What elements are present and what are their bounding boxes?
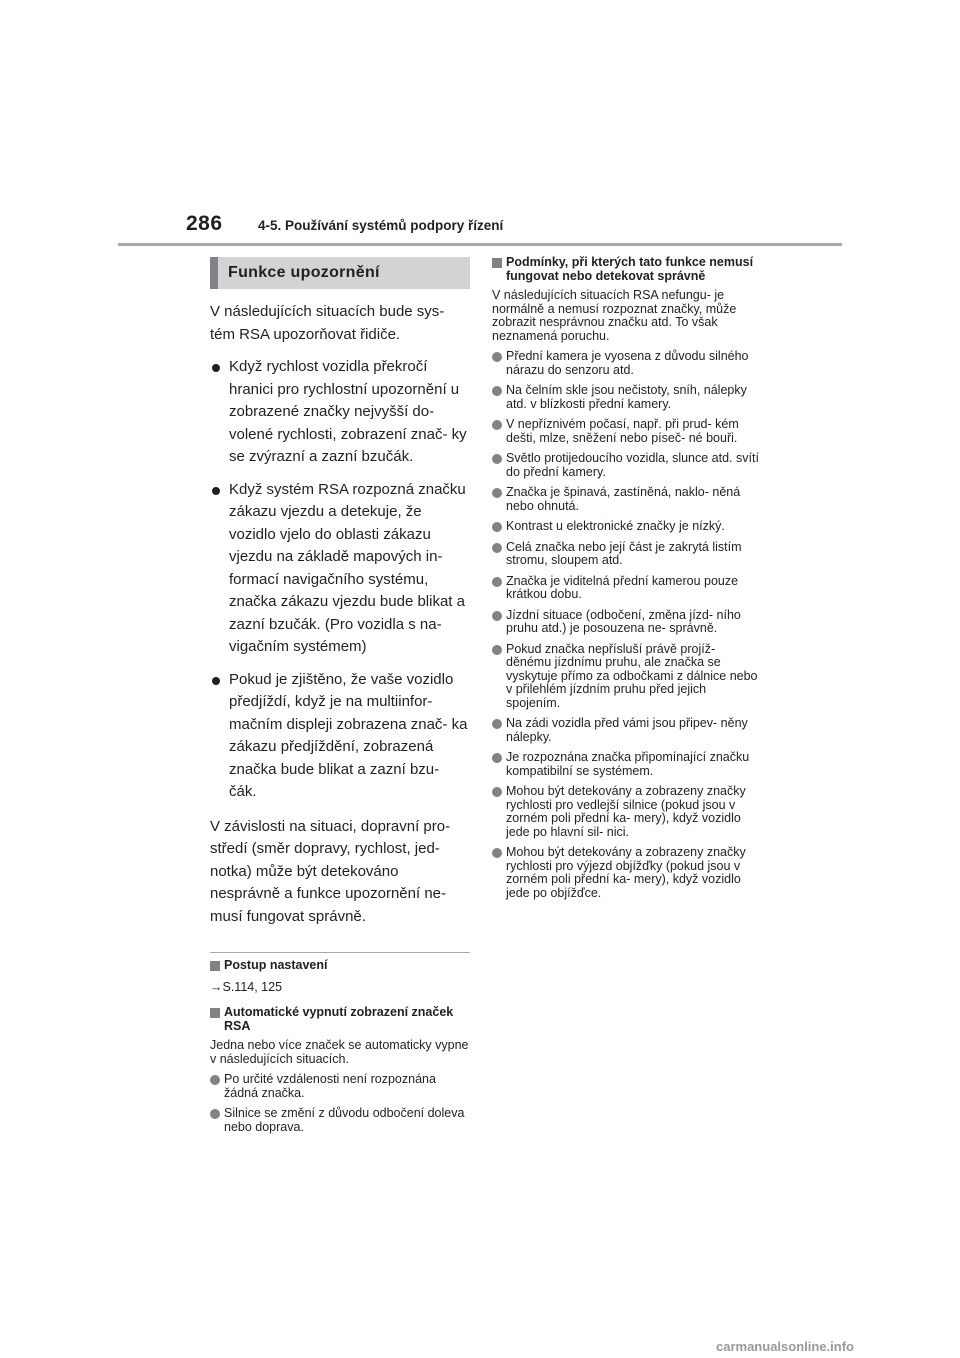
list-item: Když rychlost vozidla překročí hranici pro rychlostní upozornění u zobrazené značky nejvyšší do- volené rychlosti, zobrazení znač- ky se zvýrazní a zazní bzučák. <box>210 356 470 469</box>
list-item: V nepříznivém počasí, např. při prud- kém dešti, mlze, sněžení nebo píseč- né bouři. <box>492 418 760 445</box>
circle-bullet-icon <box>492 488 502 498</box>
circle-bullet-icon <box>492 454 502 464</box>
list-item: Když systém RSA rozpozná značku zákazu vjezdu a detekuje, že vozidlo vjelo do oblasti zákazu vjezdu na základě mapových in- formací navigačního systému, značka zákazu vjezdu bude blikat a zazní bzučák. (Pro vozidla s na- vigačním systémem) <box>210 479 470 659</box>
watermark: carmanualsonline.info <box>716 1339 854 1354</box>
bullet-icon <box>212 677 220 685</box>
page-number: 286 <box>186 212 223 235</box>
list-item: Celá značka nebo její část je zakrytá listím stromu, sloupem atd. <box>492 541 760 568</box>
circle-bullet-icon <box>492 611 502 621</box>
section-title: Funkce upozornění <box>210 257 470 289</box>
circle-bullet-icon <box>492 420 502 430</box>
circle-bullet-icon <box>492 848 502 858</box>
auto-off-heading: Automatické vypnutí zobrazení značek RSA <box>210 1006 470 1033</box>
circle-bullet-icon <box>492 577 502 587</box>
list-item: Na čelním skle jsou nečistoty, sníh, nálepky atd. v blízkosti přední kamery. <box>492 384 760 411</box>
conditions-heading: Podmínky, při kterých tato funkce nemusí fungovat nebo detekovat správně <box>492 256 760 283</box>
circle-bullet-icon <box>210 1109 220 1119</box>
square-bullet-icon <box>492 258 502 268</box>
notes-divider <box>210 952 470 953</box>
outro-paragraph: V závislosti na situaci, dopravní pro- středí (směr dopravy, rychlost, jed- notka) může být detekováno nesprávně a funkce upozornění ne- musí fungovat správně. <box>210 817 451 925</box>
warning-bullet-list <box>210 356 470 804</box>
header-divider <box>118 243 842 246</box>
circle-bullet-icon <box>492 645 502 655</box>
list-item: Mohou být detekovány a zobrazeny značky rychlosti pro výjezd objížďky (pokud jsou v zorném poli přední ka- mery), když vozidlo jede po objížďce. <box>492 846 760 900</box>
conditions-intro: V následujících situacích RSA nefungu- je normálně a nemusí rozpoznat značky, může zobrazit nesprávnou značku atd. To však neznamená poruchu. <box>492 288 737 343</box>
setup-heading: Postup nastavení <box>210 959 470 973</box>
list-item: Po určité vzdálenosti není rozpoznána žádná značka. <box>210 1073 470 1100</box>
conditions-bullet-list <box>492 350 760 900</box>
square-bullet-icon <box>210 961 220 971</box>
list-item: Značka je špinavá, zastíněná, naklo- něná nebo ohnutá. <box>492 486 760 513</box>
square-bullet-icon <box>210 1008 220 1018</box>
list-item: Kontrast u elektronické značky je nízký. <box>492 520 760 534</box>
list-item: Jízdní situace (odbočení, změna jízd- ního pruhu atd.) je posouzena ne- správně. <box>492 609 760 636</box>
chapter-title: 4-5. Používání systémů podpory řízení <box>258 218 504 233</box>
list-item: Silnice se změní z důvodu odbočení doleva nebo doprava. <box>210 1107 470 1134</box>
list-item: Značka je viditelná přední kamerou pouze krátkou dobu. <box>492 575 760 602</box>
circle-bullet-icon <box>492 522 502 532</box>
list-item: Pokud značka nepřísluší právě projíž- děnému jízdnímu pruhu, ale značka se vyskytuje přímo za odbočkami z dálnice nebo v přilehlém jízdním pruhu před jejich spojením. <box>492 643 760 711</box>
list-item: Na zádi vozidla před vámi jsou připev- něny nálepky. <box>492 717 760 744</box>
circle-bullet-icon <box>492 543 502 553</box>
circle-bullet-icon <box>492 352 502 362</box>
bullet-icon <box>212 487 220 495</box>
left-column <box>210 257 470 1134</box>
list-item: Světlo protijedoucího vozidla, slunce atd. svítí do přední kamery. <box>492 452 760 479</box>
circle-bullet-icon <box>210 1075 220 1085</box>
setup-page-reference[interactable]: →S.114, 125 <box>210 979 283 994</box>
list-item: Je rozpoznána značka připomínající značku kompatibilní se systémem. <box>492 751 760 778</box>
intro-paragraph: V následujících situacích bude sys- tém RSA upozorňovat řidiče. <box>210 303 445 343</box>
circle-bullet-icon <box>492 753 502 763</box>
list-item: Pokud je zjištěno, že vaše vozidlo předjíždí, když je na multiinfor- mačním displeji zobrazena znač- ka zákazu předjíždění, zobrazená značka bude blikat a zazní bzu- čák. <box>210 669 470 804</box>
circle-bullet-icon <box>492 386 502 396</box>
bullet-icon <box>212 364 220 372</box>
auto-off-bullet-list <box>210 1073 470 1134</box>
auto-off-text: Jedna nebo více značek se automaticky vypne v následujících situacích. <box>210 1038 469 1066</box>
circle-bullet-icon <box>492 719 502 729</box>
list-item: Mohou být detekovány a zobrazeny značky rychlosti pro vedlejší silnice (pokud jsou v zorném poli přední ka- mery), když vozidlo jede po hlavní sil- nici. <box>492 785 760 839</box>
circle-bullet-icon <box>492 787 502 797</box>
right-column <box>492 256 760 900</box>
list-item: Přední kamera je vyosena z důvodu silného nárazu do senzoru atd. <box>492 350 760 377</box>
